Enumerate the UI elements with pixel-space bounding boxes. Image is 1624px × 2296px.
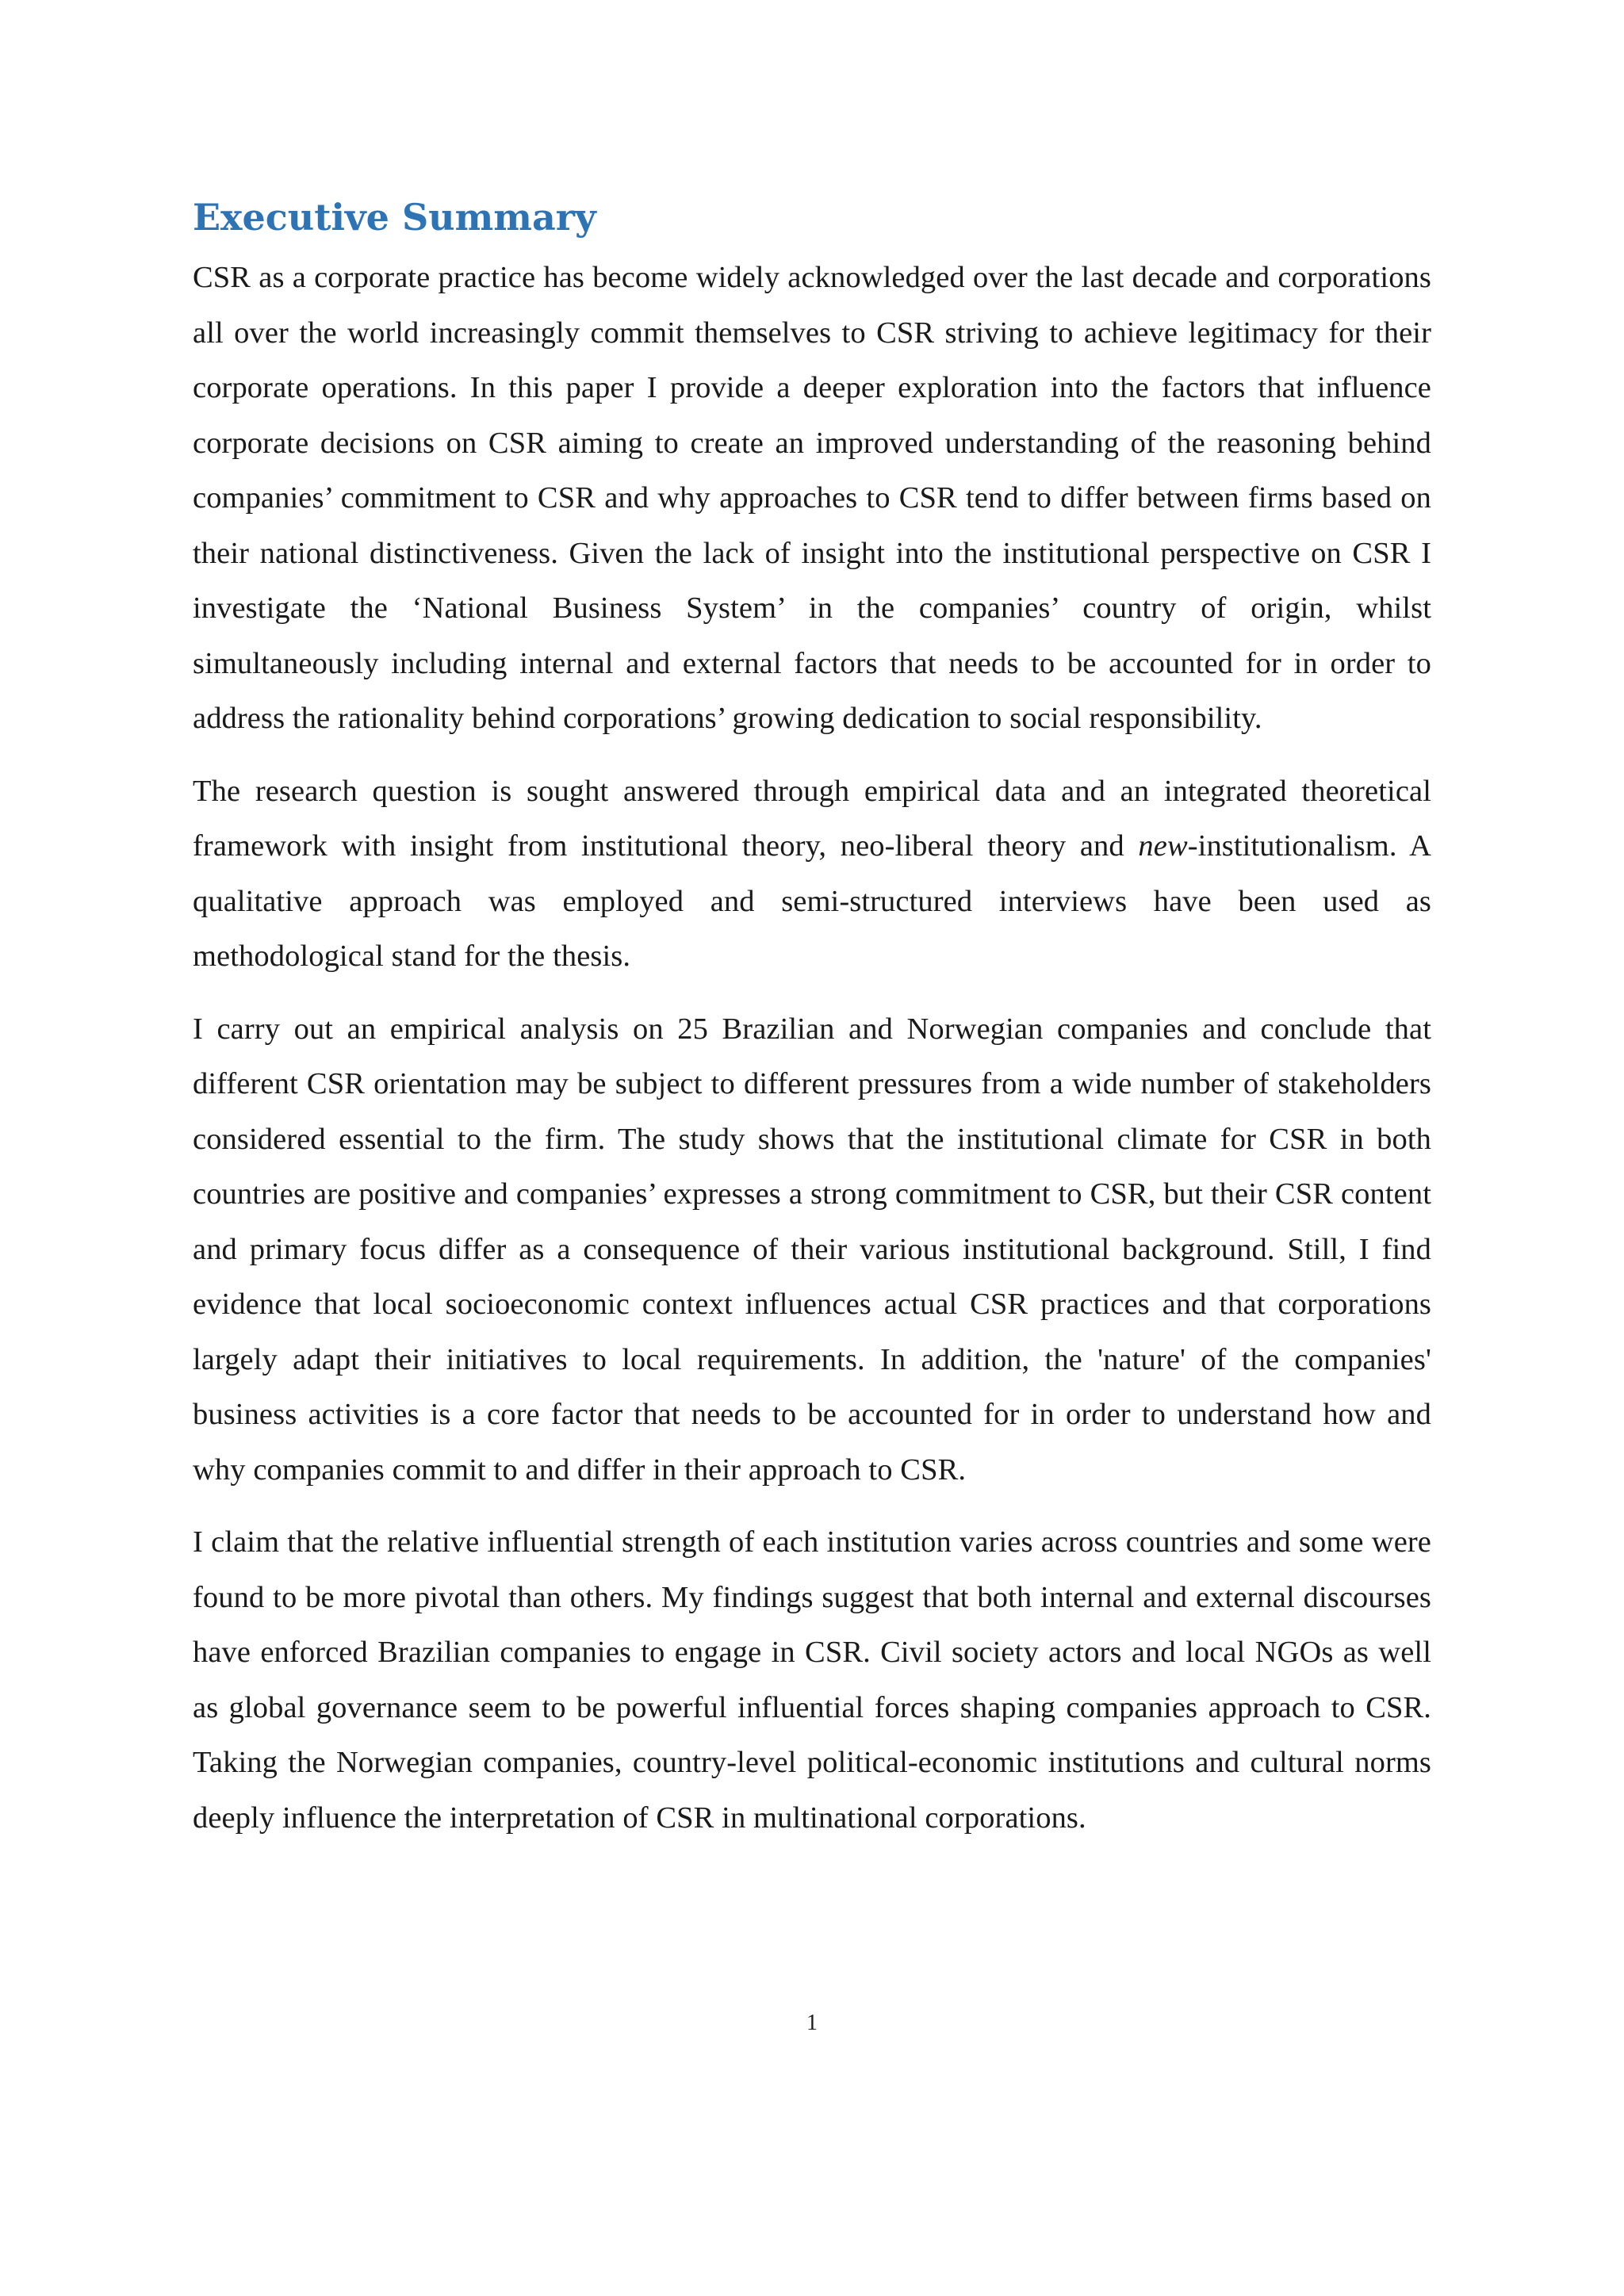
- paragraph-text-before-italic: The research question is sought answered through empirical data and an integrated theoretical framework with insight from institutional theory, neo-liberal theory and: [193, 774, 1431, 863]
- page-number: 1: [806, 2011, 818, 2035]
- page-title: Executive Summary: [193, 196, 596, 239]
- paragraph-text-after-italic: -institutionalism. A qualitative approach was employed and semi-structured interviews have been used as methodological stand for the thesis.: [193, 829, 1431, 973]
- paragraph-intro: CSR as a corporate practice has become widely acknowledged over the last decade and corporations all over the world increasingly commit themselves to CSR striving to achieve legitimacy for their corporate operations. In this paper I provide a deeper exploration into the factors that influence corporate decisions on CSR aiming to create an improved understanding of the reasoning behind companies’ commitment to CSR and why approaches to CSR tend to differ between firms based on their national distinctiveness. Given the lack of insight into the institutional perspective on CSR I investigate the ‘National Business System’ in the companies’ country of origin, whilst simultaneously including internal and external factors that needs to be accounted for in order to address the rationality behind corporations’ growing dedication to social responsibility.: [193, 261, 1431, 735]
- paragraph-findings: I claim that the relative influential strength of each institution varies across countries and some were found to be more pivotal than others. My findings suggest that both internal and external discourses have enforced Brazilian companies to engage in CSR. Civil society actors and local NGOs as well as global governance seem to be powerful influential forces shaping companies approach to CSR. Taking the Norwegian companies, country-level political-economic institutions and cultural norms deeply influence the interpretation of CSR in multinational corporations.: [193, 1525, 1431, 1835]
- italic-term: new: [1138, 829, 1188, 863]
- paragraph-empirical-analysis: I carry out an empirical analysis on 25 Brazilian and Norwegian companies and conclude that different CSR orientation may be subject to different pressures from a wide number of stakeholders considered essential to the firm. The study shows that the institutional climate for CSR in both countries are positive and companies’ expresses a strong commitment to CSR, but their CSR content and primary focus differ as a consequence of their various institutional background. Still, I find evidence that local socioeconomic context influences actual CSR practices and that corporations largely adapt their initiatives to local requirements. In addition, the 'nature' of the companies' business activities is a core factor that needs to be accounted for in order to understand how and why companies commit to and differ in their approach to CSR.: [193, 1012, 1431, 1487]
- document-page: [193, 190, 1431, 1863]
- paragraph-research-question: [193, 764, 1431, 985]
